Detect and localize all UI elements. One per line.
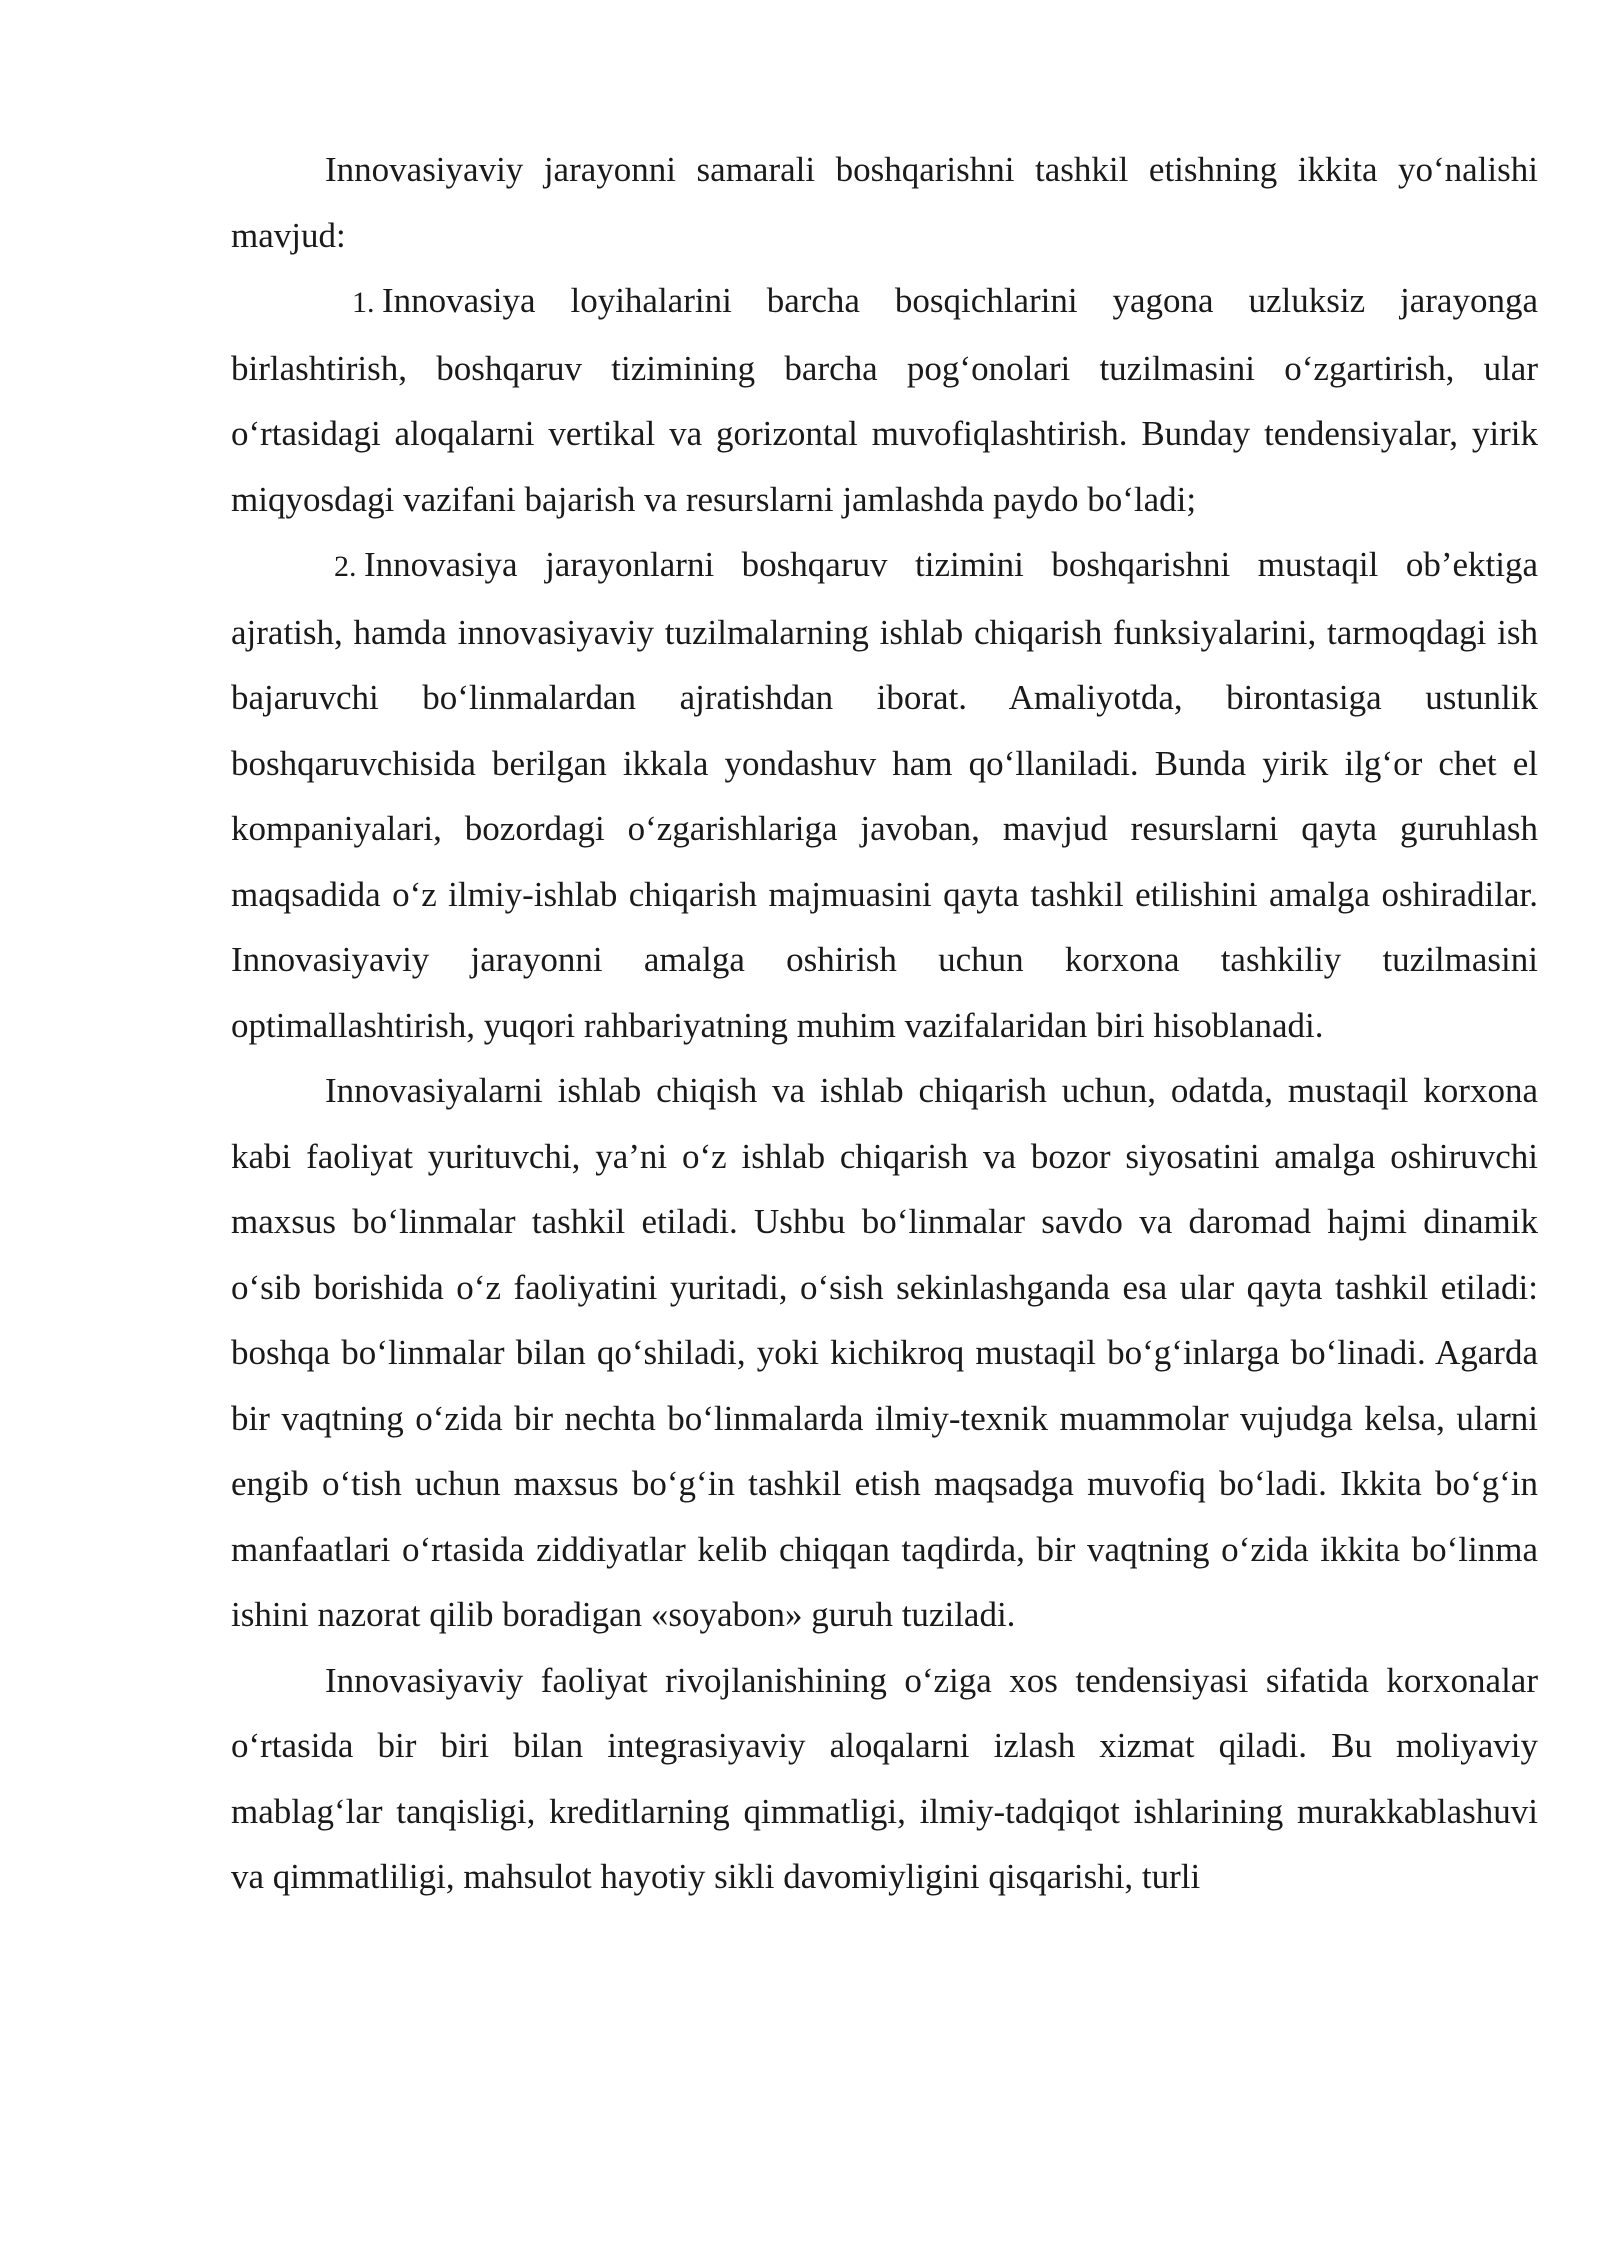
paragraph-divisions: Innovasiyalarni ishlab chiqish va ishlab chiqarish uchun, odatda, mustaqil korxona kabi faoliyat yurituvchi, ya’ni o‘z ishlab chiqarish va bozor siyosatini amalga oshiruvchi maxsus bo‘linmalar tashkil etiladi. Ushbu bo‘linmalar savdo va daromad hajmi dinamik o‘sib borishida o‘z faoliyatini yuritadi, o‘sish sekinlashganda esa ular qayta tashkil etiladi: boshqa bo‘linmalar bilan qo‘shiladi, yoki kichikroq mustaqil bo‘g‘inlarga bo‘linadi. Agarda bir vaqtning o‘zida bir nechta bo‘linmalarda ilmiy-texnik muammolar vujudga kelsa, ularni engib o‘tish uchun maxsus bo‘g‘in tashkil etish maqsadga muvofiq bo‘ladi. Ikkita bo‘g‘in manfaatlari o‘rtasida ziddiyatlar kelib chiqqan taqdirda, bir vaqtning o‘zida ikkita bo‘linma ishini nazorat qilib boradigan «soyabon» guruh tuziladi. [231,1071,1538,1634]
list-item [231,268,1538,532]
list-item [231,532,1538,1058]
list-item-text: Innovasiya loyihalarini barcha bosqichlarini yagona uzluksiz jarayonga birlashtirish, boshqaruv tizimining barcha pog‘onolari tuzilmasini o‘zgartirish, ular o‘rtasidagi aloqalarni vertikal va gorizontal muvofiqlashtirish. Bunday tendensiyalar, yirik miqyosdagi vazifani bajarish va resurslarni jamlashda paydo bo‘ladi; [231,281,1538,519]
list-item-text: Innovasiya jarayonlarni boshqaruv tizimini boshqarishni mustaqil ob’ektiga ajratish, hamda innovasiyaviy tuzilmalarning ishlab chiqarish funksiyalarini, tarmoqdagi ish bajaruvchi bo‘linmalardan ajratishdan iborat. Amaliyotda, birontasiga ustunlik boshqaruvchisida berilgan ikkala yondashuv ham qo‘llaniladi. Bunda yirik ilg‘or chet el kompaniyalari, bozordagi o‘zgarishlariga javoban, mavjud resurslarni qayta guruhlash maqsadida o‘z ilmiy-ishlab chiqarish majmuasini qayta tashkil etilishini amalga oshiradilar. Innovasiyaviy jarayonni amalga oshirish uchun korxona tashkiliy tuzilmasini optimallashtirish, yuqori rahbariyatning muhim vazifalaridan biri hisoblanadi. [231,545,1538,1045]
paragraph-intro: Innovasiyaviy jarayonni samarali boshqarishni tashkil etishning ikkita yo‘nalishi mavjud: [231,150,1538,255]
paragraph-integration: Innovasiyaviy faoliyat rivojlanishining o‘ziga xos tendensiyasi sifatida korxonalar o‘rtasida bir biri bilan integrasiyaviy aloqalarni izlash xizmat qiladi. Bu moliyaviy mablag‘lar tanqisligi, kreditlarning qimmatligi, ilmiy-tadqiqot ishlarining murakkablashuvi va qimmatliligi, mahsulot hayotiy sikli davomiyligini qisqarishi, turli [231,1660,1538,1896]
document-body [231,137,1538,1910]
list-number: 1. [352,286,375,319]
list-number: 2. [334,550,357,583]
